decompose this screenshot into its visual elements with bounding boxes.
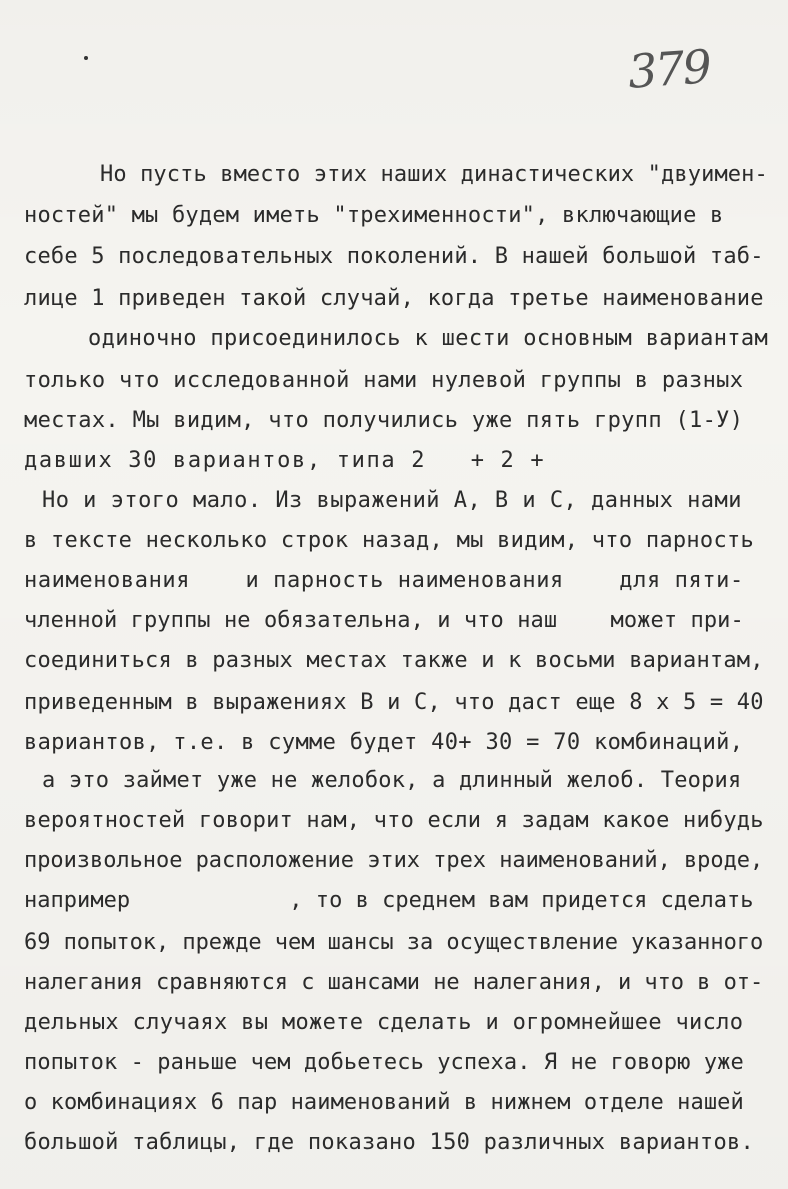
text-line: Но пусть вместо этих наших династических "двуимен- bbox=[100, 162, 768, 187]
text-line: наименования и парность наименования для пяти- bbox=[24, 568, 744, 593]
text-line: дельных случаях вы можете сделать и огромнейшее число bbox=[24, 1010, 744, 1035]
text-line: налегания сравняются с шансами не налегания, и что в от- bbox=[24, 970, 764, 995]
text-line: только что исследованной нами нулевой группы в разных bbox=[24, 368, 744, 393]
text-line: попыток - раньше чем добьетесь успеха. Я не говорю уже bbox=[24, 1050, 744, 1075]
text-line: местах. Мы видим, что получились уже пять групп (1-У) bbox=[24, 408, 744, 433]
text-line: а это займет уже не желобок, а длинный желоб. Теория bbox=[42, 768, 742, 793]
text-line: 69 попыток, прежде чем шансы за осуществление указанного bbox=[24, 930, 764, 955]
text-line: Но и этого мало. Из выражений А, В и С, данных нами bbox=[42, 488, 742, 513]
text-line: давших 30 вариантов, типа 2 + 2 + bbox=[24, 448, 546, 473]
ink-dot bbox=[84, 56, 88, 60]
text-line: вариантов, т.е. в сумме будет 40+ 30 = 70 комбинаций, bbox=[24, 730, 744, 755]
page-number: 379 bbox=[626, 39, 712, 99]
text-line: вероятностей говорит нам, что если я задам какое нибудь bbox=[24, 808, 764, 833]
text-line: соединиться в разных местах также и к восьми вариантам, bbox=[24, 648, 764, 673]
text-line: например , то в среднем вам придется сделать bbox=[24, 888, 754, 913]
text-line: произвольное расположение этих трех наименований, вроде, bbox=[24, 848, 764, 873]
text-line: о комбинациях 6 пар наименований в нижнем отделе нашей bbox=[24, 1090, 744, 1115]
text-line: в тексте несколько строк назад, мы видим, что парность bbox=[24, 528, 755, 553]
text-line: приведенным в выражениях В и С, что даст еще 8 х 5 = 40 bbox=[24, 690, 764, 715]
text-line: членной группы не обязательна, и что наш может при- bbox=[24, 608, 744, 633]
text-line: себе 5 последовательных поколений. В нашей большой таб- bbox=[24, 244, 764, 269]
text-line: одиночно присоединилось к шести основным вариантам bbox=[88, 326, 769, 351]
text-line: большой таблицы, где показано 150 различных вариантов. bbox=[24, 1130, 755, 1155]
text-line: ностей" мы будем иметь "трехименности", включающие в bbox=[24, 203, 724, 228]
text-line: лице 1 приведен такой случай, когда третье наименование bbox=[24, 286, 764, 311]
